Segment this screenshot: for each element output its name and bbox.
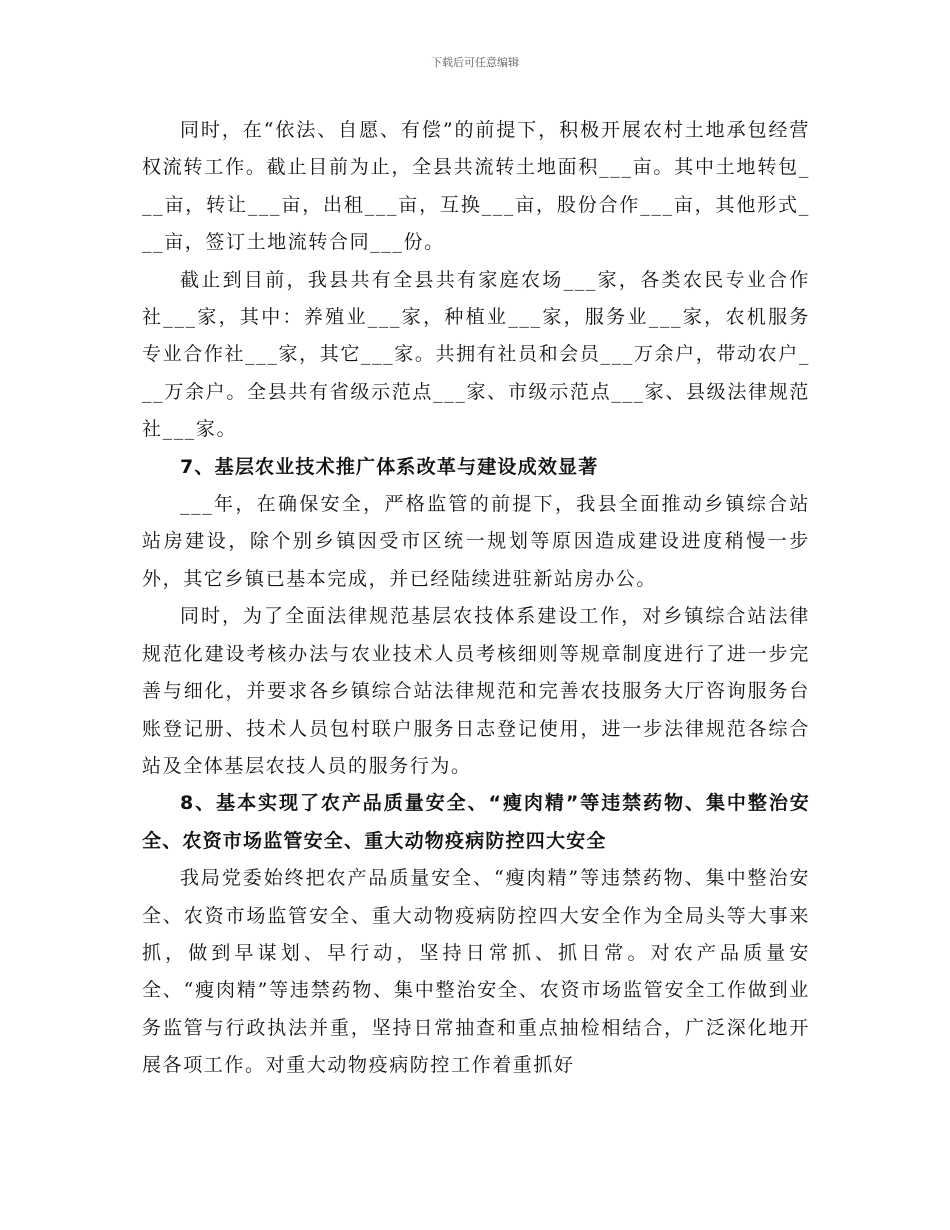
paragraph-four-safety: 我局党委始终把农产品质量安全、“瘦肉精”等违禁药物、集中整治安全、农资市场监管安全、重大动物疫病防控四大安全作为全局头等大事来抓，做到早谋划、早行动，坚持日常抓、抓日常。对农产品质量安全、“瘦肉精”等违禁药物、集中整治安全、农资市场监管安全工作做到业务监管与行政执法并重，坚持日常抽查和重点抽检相结合，广泛深化地开展各项工作。对重大动物疫病防控工作着重抓好: [142, 867, 810, 1077]
document-body: [142, 112, 810, 1085]
paragraph-land-transfer: 同时，在“依法、自愿、有偿”的前提下，积极开展农村土地承包经营权流转工作。截止目前为止，全县共流转土地面积___亩。其中土地转包___亩，转让___亩，出租___亩，互换___亩，股份合作___亩，其他形式___亩，签订土地流转合同___份。: [142, 119, 810, 254]
paragraph-station-construction: ___年，在确保安全，严格监管的前提下，我县全面推动乡镇综合站站房建设，除个别乡镇因受市区统一规划等原因造成建设进度稍慢一步外，其它乡镇已基本完成，并已经陆续进驻新站房办公。: [142, 493, 810, 590]
section-heading-8: 8、基本实现了农产品质量安全、“瘦肉精”等违禁药物、集中整治安全、农资市场监管安全、重大动物疫病防控四大安全: [142, 792, 810, 852]
paragraph-family-farms: 截止到目前，我县共有全县共有家庭农场___家，各类农民专业合作社___家，其中：养殖业___家，种植业___家，服务业___家，农机服务专业合作社___家，其它___家。共拥有社员和会员___万余户，带动农户___万余户。全县共有省级示范点___家、市级示范点___家、县级法律规范社___家。: [142, 268, 810, 441]
page-header: 下载后可任意编辑: [431, 56, 519, 69]
paragraph-system-regulation: 同时，为了全面法律规范基层农技体系建设工作，对乡镇综合站法律规范化建设考核办法与农业技术人员考核细则等规章制度进行了进一步完善与细化，并要求各乡镇综合站法律规范和完善农技服务大厅咨询服务台账登记册、技术人员包村联户服务日志登记使用，进一步法律规范各综合站及全体基层农技人员的服务行为。: [142, 605, 810, 777]
section-heading-7: 7、基层农业技术推广体系改革与建设成效显著: [180, 455, 599, 478]
